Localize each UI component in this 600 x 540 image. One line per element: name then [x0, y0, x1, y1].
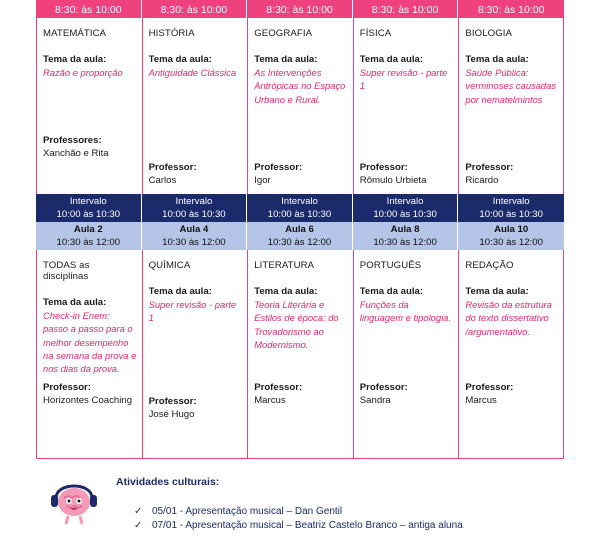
subject-name: TODAS as disciplinas [43, 260, 90, 282]
subject-name: GEOGRAFIA [254, 28, 313, 39]
topic-text: Teoria Literária e Estilos de época: do Trovadorismo ao Modernismo. [254, 299, 339, 350]
aula-number: Aula 10 [494, 224, 529, 235]
aula-cell [142, 222, 248, 250]
break-cell [36, 194, 142, 222]
teacher-block [254, 382, 349, 406]
subject-name: QUÍMICA [148, 260, 191, 271]
topic-label: Tema da aula: [43, 297, 107, 308]
teacher-label: Professor: [465, 382, 514, 393]
break-time: 10:00 às 10:30 [373, 209, 437, 220]
break-cell [458, 194, 564, 222]
time-cell: 8:30: às 10:00 [247, 0, 353, 18]
time-cell: 8:30: às 10:00 [142, 0, 248, 18]
class-cell [36, 250, 142, 458]
break-cell [142, 194, 248, 222]
activity-text: 05/01 - Apresentação musical – Dan Gentil [152, 506, 343, 517]
subject-name: MATEMÁTICA [43, 28, 107, 39]
teacher-label: Professor: [254, 382, 303, 393]
aula-number: Aula 4 [179, 224, 209, 235]
topic-text: Revisão da estrutura do texto dissertativo /argumentativo. [465, 299, 552, 337]
first-classes-row [36, 18, 564, 194]
teacher-name: Sandra [359, 395, 391, 406]
teacher-block [360, 162, 455, 186]
teacher-label: Professor: [465, 162, 514, 173]
schedule-table [36, 0, 564, 459]
topic-text: As Intervenções Antrópicas no Espaço Urbano e Rural. [254, 67, 346, 105]
teacher-name: Igor [254, 175, 271, 186]
break-time: 10:00 às 10:30 [162, 209, 226, 220]
aula-time: 10:30 às 12:00 [479, 237, 543, 248]
aula-time: 10:30 às 12:00 [267, 237, 332, 248]
topic-text: Saúde Pública: verminoses causadas por nematelmintos [465, 67, 557, 105]
second-time-row [36, 222, 564, 250]
topic-text: Antiguidade Clássica [148, 67, 237, 78]
aula-time: 10:30 às 12:00 [373, 237, 437, 248]
subject-name: LITERATURA [254, 260, 315, 271]
class-cell [36, 18, 142, 194]
topic-text: Razão e proporção [43, 67, 123, 78]
teacher-name: Carlos [148, 175, 177, 186]
teacher-block [43, 382, 138, 406]
aula-number: Aula 8 [390, 224, 420, 235]
topic-label: Tema da aula: [148, 286, 212, 297]
break-time: 10:00 às 10:30 [267, 209, 332, 220]
topic-label: Tema da aula: [359, 54, 424, 65]
time-cell: 8:30: às 10:00 [36, 0, 142, 18]
cultural-title: Atividades culturais: [116, 476, 220, 488]
topic-label: Tema da aula: [465, 54, 529, 65]
class-cell [247, 250, 353, 458]
teacher-block [465, 382, 559, 406]
topic-text: Super revisão - parte 1 [148, 299, 237, 324]
break-label: Intervalo [386, 196, 424, 207]
teacher-label: Professor: [43, 382, 91, 393]
topic-label: Tema da aula: [465, 286, 529, 297]
class-cell [353, 250, 459, 458]
teacher-block [149, 396, 244, 420]
teacher-label: Professores: [43, 135, 102, 146]
teacher-label: Professor: [359, 162, 408, 173]
break-time: 10:00 às 10:30 [479, 209, 543, 220]
aula-cell [353, 222, 459, 250]
topic-label: Tema da aula: [359, 286, 424, 297]
brain-mascot-icon [46, 472, 102, 528]
topic-label: Tema da aula: [148, 54, 212, 65]
first-time-row [36, 0, 564, 18]
break-label: Intervalo [281, 196, 318, 207]
second-classes-row [36, 250, 564, 459]
activity-text: 07/01 - Apresentação musical – Beatriz Castelo Branco – antiga aluna [152, 520, 463, 531]
subject-name: REDAÇÃO [465, 260, 514, 271]
time-cell: 8:30: às 10:00 [458, 0, 564, 18]
check-icon: ✓ [134, 520, 143, 531]
teacher-name: Marcus [254, 395, 286, 406]
aula-number: Aula 6 [285, 224, 314, 235]
activity-item [134, 520, 463, 531]
activity-item [134, 506, 342, 517]
aula-time: 10:30 às 12:00 [56, 237, 121, 248]
break-time: 10:00 às 10:30 [56, 209, 121, 220]
break-cell [353, 194, 459, 222]
subject-name: HISTÓRIA [148, 28, 195, 39]
topic-label: Tema da aula: [254, 54, 318, 65]
teacher-label: Professor: [148, 162, 197, 173]
aula-cell [247, 222, 353, 250]
topic-text: Funções da linguagem e tipologia. [359, 299, 451, 324]
teacher-block [360, 382, 455, 406]
check-icon: ✓ [134, 506, 143, 517]
class-cell [353, 18, 459, 194]
aula-cell [36, 222, 142, 250]
break-label: Intervalo [175, 196, 213, 207]
topic-text: Super revisão - parte 1 [359, 67, 448, 92]
teacher-name: Xanchão e Rita [43, 148, 109, 159]
aula-time: 10:30 às 12:00 [162, 237, 226, 248]
teacher-block [149, 162, 244, 186]
teacher-block [254, 162, 349, 186]
class-cell [142, 250, 248, 458]
break-row [36, 194, 564, 222]
topic-label: Tema da aula: [254, 286, 318, 297]
teacher-block [43, 135, 138, 159]
break-label: Intervalo [69, 196, 107, 207]
topic-label: Tema da aula: [43, 54, 107, 65]
teacher-block [465, 162, 559, 186]
class-cell [458, 250, 564, 458]
teacher-label: Professor: [254, 162, 303, 173]
aula-number: Aula 2 [73, 224, 103, 235]
teacher-name: José Hugo [148, 409, 195, 420]
topic-text: Check-in Enem: passo a passo para o melhor desempenho na semana da prova e nos dias da prova. [43, 310, 137, 375]
aula-cell [458, 222, 564, 250]
teacher-name: Horizontes Coaching [43, 395, 133, 406]
subject-name: FÍSICA [359, 28, 392, 39]
class-cell [458, 18, 564, 194]
class-cell [142, 18, 248, 194]
class-cell [247, 18, 353, 194]
break-cell [247, 194, 353, 222]
teacher-name: Rômulo Urbieta [359, 175, 427, 186]
teacher-label: Professor: [148, 396, 197, 407]
subject-name: PORTUGUÊS [359, 260, 422, 271]
break-label: Intervalo [492, 196, 530, 207]
teacher-name: Marcus [465, 395, 497, 406]
subject-name: BIOLOGIA [465, 28, 513, 39]
teacher-name: Ricardo [465, 175, 499, 186]
time-cell: 8:30: às 10:00 [353, 0, 459, 18]
cultural-activities [46, 470, 566, 540]
teacher-label: Professor: [359, 382, 408, 393]
